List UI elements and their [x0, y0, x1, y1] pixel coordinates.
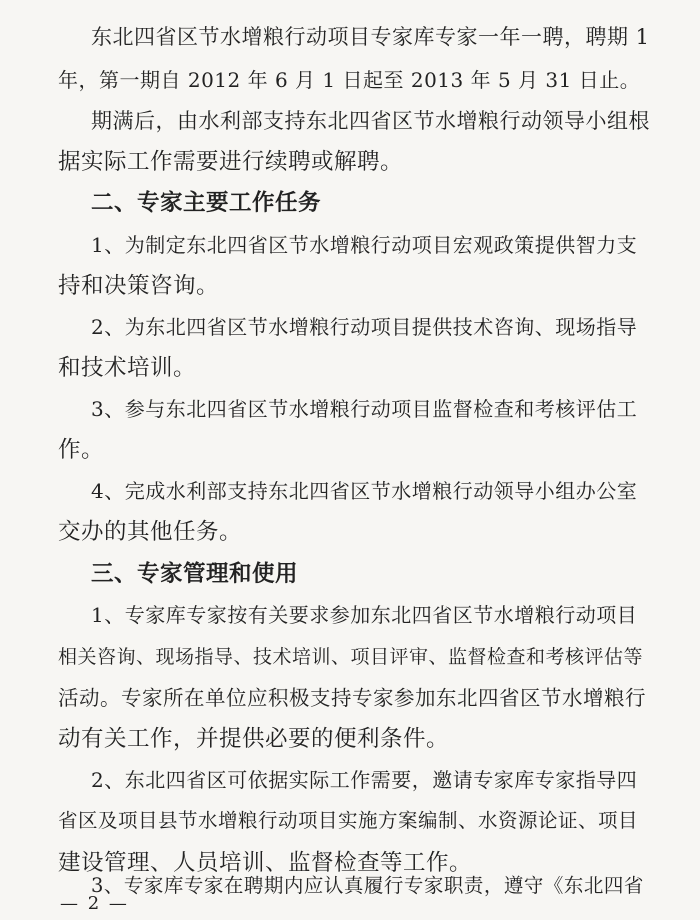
paragraph-line: 2、为东北四省区节水增粮行动项目提供技术咨询、现场指导	[91, 315, 638, 339]
paragraph-line: 相关咨询、现场指导、技术培训、项目评审、监督检查和考核评估等	[58, 646, 644, 668]
paragraph-line: 东北四省区节水增粮行动项目专家库专家一年一聘，聘期 1	[91, 25, 650, 49]
paragraph-line: 2、东北四省区可依据实际工作需要，邀请专家库专家指导四	[91, 768, 638, 792]
section-heading: 三、专家管理和使用	[91, 561, 299, 587]
paragraph-line: 交办的其他任务。	[58, 519, 243, 545]
section-heading: 二、专家主要工作任务	[91, 190, 322, 216]
paragraph-line: 和技术培训。	[58, 355, 197, 381]
paragraph-line: 持和决策咨询。	[58, 273, 220, 299]
paragraph-line: 1、专家库专家按有关要求参加东北四省区节水增粮行动项目	[91, 603, 638, 627]
paragraph-line: 3、专家库专家在聘期内应认真履行专家职责，遵守《东北四省	[91, 874, 644, 897]
page-number: — 2 —	[60, 893, 129, 914]
paragraph-line: 1、为制定东北四省区节水增粮行动项目宏观政策提供智力支	[91, 233, 638, 257]
paragraph-line: 活动。专家所在单位应积极支持专家参加东北四省区节水增粮行	[58, 686, 646, 710]
paragraph-line: 据实际工作需要进行续聘或解聘。	[58, 149, 404, 175]
paragraph-line: 作。	[58, 437, 105, 463]
paragraph-line: 省区及项目县节水增粮行动项目实施方案编制、水资源论证、项目	[58, 809, 639, 832]
paragraph-line: 期满后，由水利部支持东北四省区节水增粮行动领导小组根	[91, 109, 650, 133]
paragraph-line: 建设管理、人员培训、监督检查等工作。	[58, 850, 473, 876]
paragraph-line: 3、参与东北四省区节水增粮行动项目监督检查和考核评估工	[91, 397, 638, 421]
paragraph-line: 动有关工作，并提供必要的便利条件。	[58, 726, 450, 752]
paragraph-line: 年，第一期自 2012 年 6 月 1 日起至 2013 年 5 月 31 日止。	[58, 68, 641, 92]
paragraph-line: 4、完成水利部支持东北四省区节水增粮行动领导小组办公室	[91, 479, 638, 503]
